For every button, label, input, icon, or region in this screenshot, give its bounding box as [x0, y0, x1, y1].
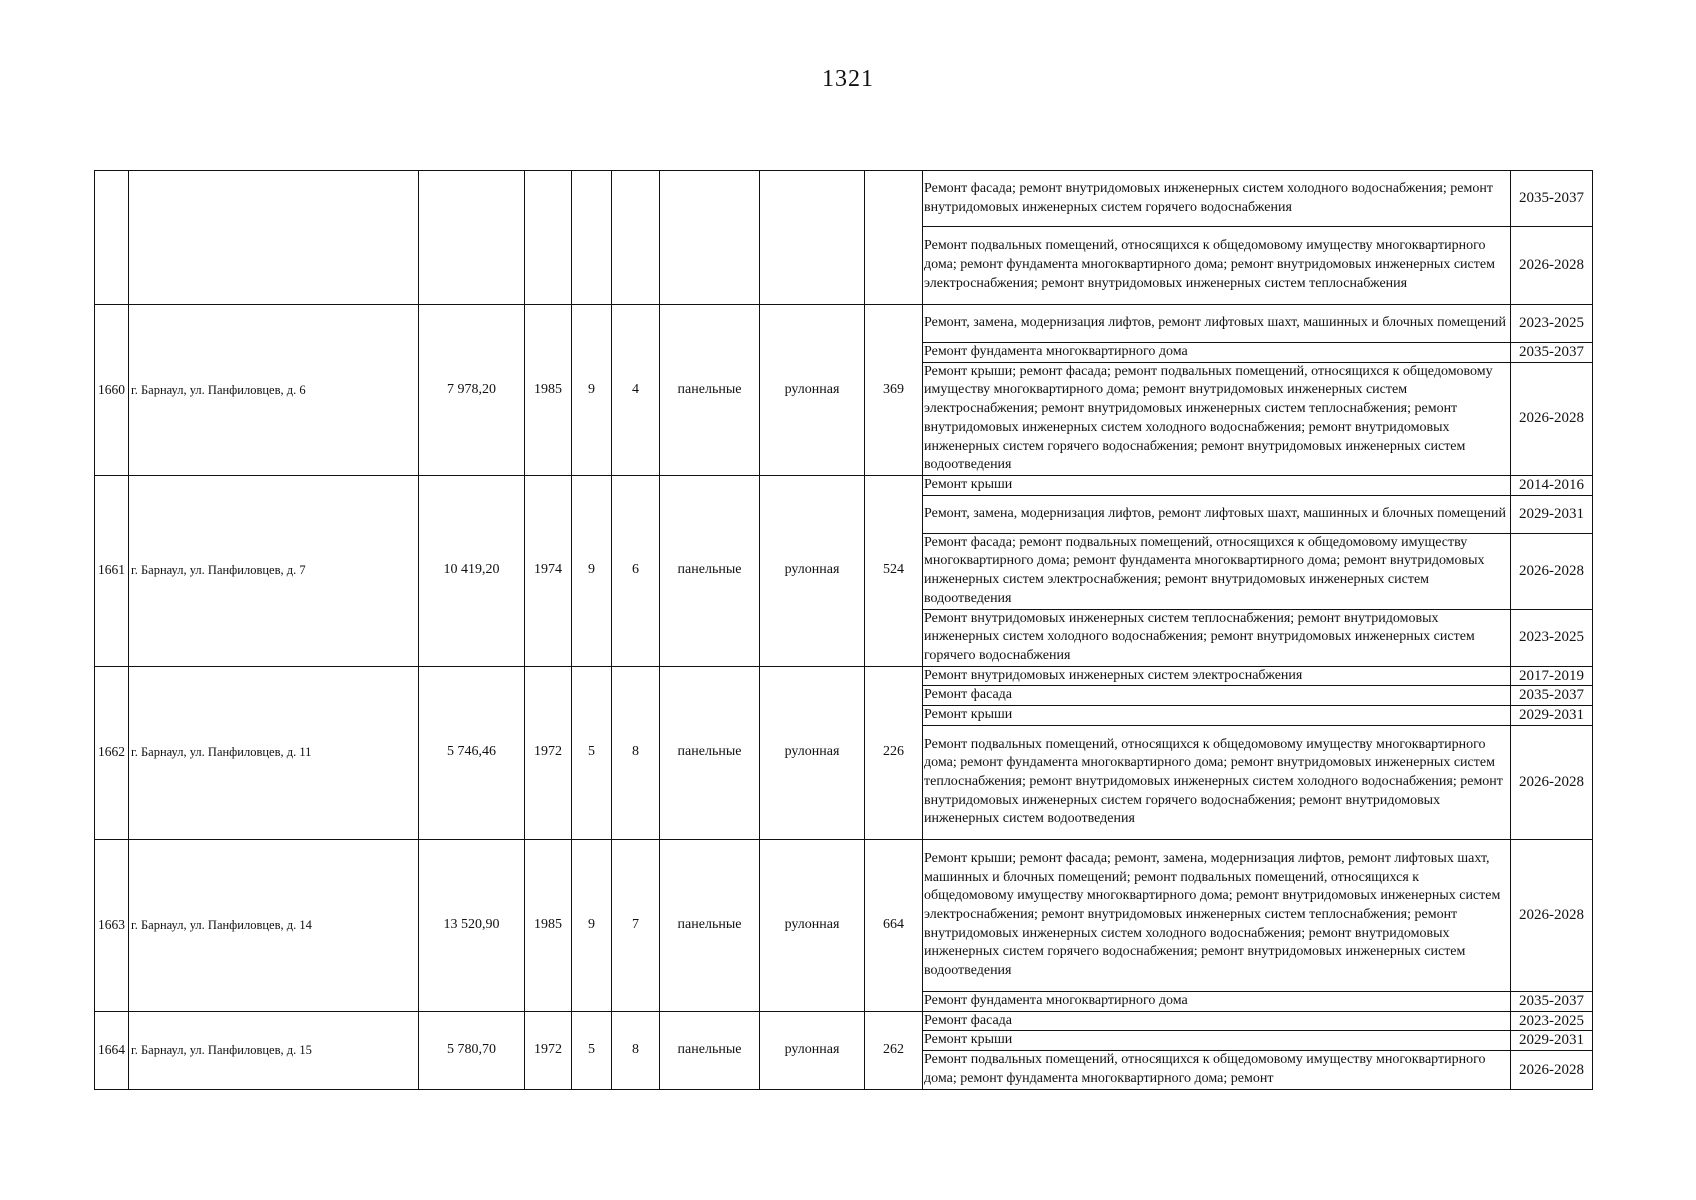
area-cell: 5 780,70 [419, 1011, 525, 1089]
period-cell: 2026-2028 [1511, 1050, 1593, 1089]
wall-material-cell: панельные [660, 839, 760, 1011]
address-cell [129, 171, 419, 305]
address-cell: г. Барнаул, ул. Панфиловцев, д. 14 [129, 839, 419, 1011]
entrances-cell: 8 [612, 1011, 660, 1089]
year-cell: 1985 [525, 305, 572, 476]
work-description-cell: Ремонт крыши; ремонт фасада; ремонт подвальных помещений, относящихся к общедомовому имуществу многоквартирного дома; ремонт внутридомовых инженерных систем электроснабжения; ремонт внутридомовых инженерных систем теплоснабжения; ремонт внутридомовых инженерных систем холодного водоснабжения; ремонт внутридомовых инженерных систем горячего водоснабжения; ремонт внутридомовых инженерных систем водоотведения [923, 362, 1511, 475]
repair-schedule-table [94, 170, 1593, 1090]
period-cell: 2035-2037 [1511, 171, 1593, 227]
period-cell: 2035-2037 [1511, 343, 1593, 363]
work-description-cell: Ремонт, замена, модернизация лифтов, ремонт лифтовых шахт, машинных и блочных помещений [923, 305, 1511, 343]
floors-cell: 9 [572, 475, 612, 666]
floors-cell: 5 [572, 1011, 612, 1089]
entrances-cell: 8 [612, 666, 660, 839]
row-number: 1663 [95, 839, 129, 1011]
period-cell: 2023-2025 [1511, 305, 1593, 343]
period-cell: 2029-2031 [1511, 706, 1593, 726]
work-description-cell: Ремонт фундамента многоквартирного дома [923, 991, 1511, 1011]
period-cell: 2014-2016 [1511, 475, 1593, 495]
period-cell: 2026-2028 [1511, 725, 1593, 839]
year-cell: 1972 [525, 666, 572, 839]
roof-type-cell: рулонная [760, 666, 865, 839]
period-cell: 2017-2019 [1511, 666, 1593, 686]
table-row [95, 475, 1593, 495]
row-number: 1664 [95, 1011, 129, 1089]
work-description-cell: Ремонт крыши [923, 475, 1511, 495]
period-cell: 2029-2031 [1511, 495, 1593, 533]
period-cell: 2026-2028 [1511, 362, 1593, 475]
work-description-cell: Ремонт фасада [923, 686, 1511, 706]
work-description-cell: Ремонт фасада [923, 1011, 1511, 1031]
residents-cell: 524 [865, 475, 923, 666]
wall-material-cell: панельные [660, 475, 760, 666]
wall-material-cell: панельные [660, 305, 760, 476]
period-cell: 2029-2031 [1511, 1031, 1593, 1051]
period-cell: 2023-2025 [1511, 1011, 1593, 1031]
floors-cell: 9 [572, 839, 612, 1011]
entrances-cell: 7 [612, 839, 660, 1011]
work-description-cell: Ремонт внутридомовых инженерных систем теплоснабжения; ремонт внутридомовых инженерных систем холодного водоснабжения; ремонт внутридомовых инженерных систем горячего водоснабжения [923, 609, 1511, 666]
entrances-cell [612, 171, 660, 305]
roof-type-cell [760, 171, 865, 305]
row-number: 1660 [95, 305, 129, 476]
year-cell [525, 171, 572, 305]
work-description-cell: Ремонт фасада; ремонт внутридомовых инженерных систем холодного водоснабжения; ремонт внутридомовых инженерных систем горячего водоснабжения [923, 171, 1511, 227]
table-row [95, 171, 1593, 227]
roof-type-cell: рулонная [760, 305, 865, 476]
roof-type-cell: рулонная [760, 839, 865, 1011]
table-row [95, 305, 1593, 343]
year-cell: 1985 [525, 839, 572, 1011]
row-number: 1662 [95, 666, 129, 839]
row-number [95, 171, 129, 305]
work-description-cell: Ремонт крыши; ремонт фасада; ремонт, замена, модернизация лифтов, ремонт лифтовых шахт, машинных и блочных помещений; ремонт подвальных помещений, относящихся к общедомовому имуществу многоквартирного дома; ремонт внутридомовых инженерных систем электроснабжения; ремонт внутридомовых инженерных систем теплоснабжения; ремонт внутридомовых инженерных систем холодного водоснабжения; ремонт внутридомовых инженерных систем горячего водоснабжения; ремонт внутридомовых инженерных систем водоотведения [923, 839, 1511, 991]
table-row [95, 1011, 1593, 1031]
work-description-cell: Ремонт внутридомовых инженерных систем электроснабжения [923, 666, 1511, 686]
area-cell: 13 520,90 [419, 839, 525, 1011]
address-cell: г. Барнаул, ул. Панфиловцев, д. 7 [129, 475, 419, 666]
address-cell: г. Барнаул, ул. Панфиловцев, д. 6 [129, 305, 419, 476]
period-cell: 2026-2028 [1511, 533, 1593, 609]
period-cell: 2035-2037 [1511, 991, 1593, 1011]
work-description-cell: Ремонт подвальных помещений, относящихся к общедомовому имуществу многоквартирного дома; ремонт фундамента многоквартирного дома; ремонт внутридомовых инженерных систем теплоснабжения; ремонт внутридомовых инженерных систем холодного водоснабжения; ремонт внутридомовых инженерных систем горячего водоснабжения; ремонт внутридомовых инженерных систем водоотведения [923, 725, 1511, 839]
year-cell: 1974 [525, 475, 572, 666]
table-row [95, 839, 1593, 991]
area-cell [419, 171, 525, 305]
area-cell: 7 978,20 [419, 305, 525, 476]
area-cell: 5 746,46 [419, 666, 525, 839]
work-description-cell: Ремонт фасада; ремонт подвальных помещений, относящихся к общедомовому имуществу многоквартирного дома; ремонт фундамента многоквартирного дома; ремонт внутридомовых инженерных систем электроснабжения; ремонт внутридомовых инженерных систем водоотведения [923, 533, 1511, 609]
floors-cell: 9 [572, 305, 612, 476]
residents-cell: 262 [865, 1011, 923, 1089]
work-description-cell: Ремонт подвальных помещений, относящихся к общедомовому имуществу многоквартирного дома; ремонт фундамента многоквартирного дома; ремонт [923, 1050, 1511, 1089]
work-description-cell: Ремонт крыши [923, 706, 1511, 726]
period-cell: 2035-2037 [1511, 686, 1593, 706]
year-cell: 1972 [525, 1011, 572, 1089]
period-cell: 2023-2025 [1511, 609, 1593, 666]
wall-material-cell: панельные [660, 1011, 760, 1089]
floors-cell [572, 171, 612, 305]
address-cell: г. Барнаул, ул. Панфиловцев, д. 11 [129, 666, 419, 839]
work-description-cell: Ремонт подвальных помещений, относящихся к общедомовому имуществу многоквартирного дома; ремонт фундамента многоквартирного дома; ремонт внутридомовых инженерных систем электроснабжения; ремонт внутридомовых инженерных систем теплоснабжения [923, 227, 1511, 305]
row-number: 1661 [95, 475, 129, 666]
residents-cell: 664 [865, 839, 923, 1011]
wall-material-cell: панельные [660, 666, 760, 839]
work-description-cell: Ремонт крыши [923, 1031, 1511, 1051]
residents-cell [865, 171, 923, 305]
period-cell: 2026-2028 [1511, 227, 1593, 305]
table-row [95, 666, 1593, 686]
entrances-cell: 4 [612, 305, 660, 476]
roof-type-cell: рулонная [760, 475, 865, 666]
wall-material-cell [660, 171, 760, 305]
work-description-cell: Ремонт фундамента многоквартирного дома [923, 343, 1511, 363]
residents-cell: 226 [865, 666, 923, 839]
table-body [95, 171, 1593, 1090]
work-description-cell: Ремонт, замена, модернизация лифтов, ремонт лифтовых шахт, машинных и блочных помещений [923, 495, 1511, 533]
entrances-cell: 6 [612, 475, 660, 666]
area-cell: 10 419,20 [419, 475, 525, 666]
roof-type-cell: рулонная [760, 1011, 865, 1089]
address-cell: г. Барнаул, ул. Панфиловцев, д. 15 [129, 1011, 419, 1089]
page-number: 1321 [822, 66, 874, 92]
residents-cell: 369 [865, 305, 923, 476]
period-cell: 2026-2028 [1511, 839, 1593, 991]
floors-cell: 5 [572, 666, 612, 839]
